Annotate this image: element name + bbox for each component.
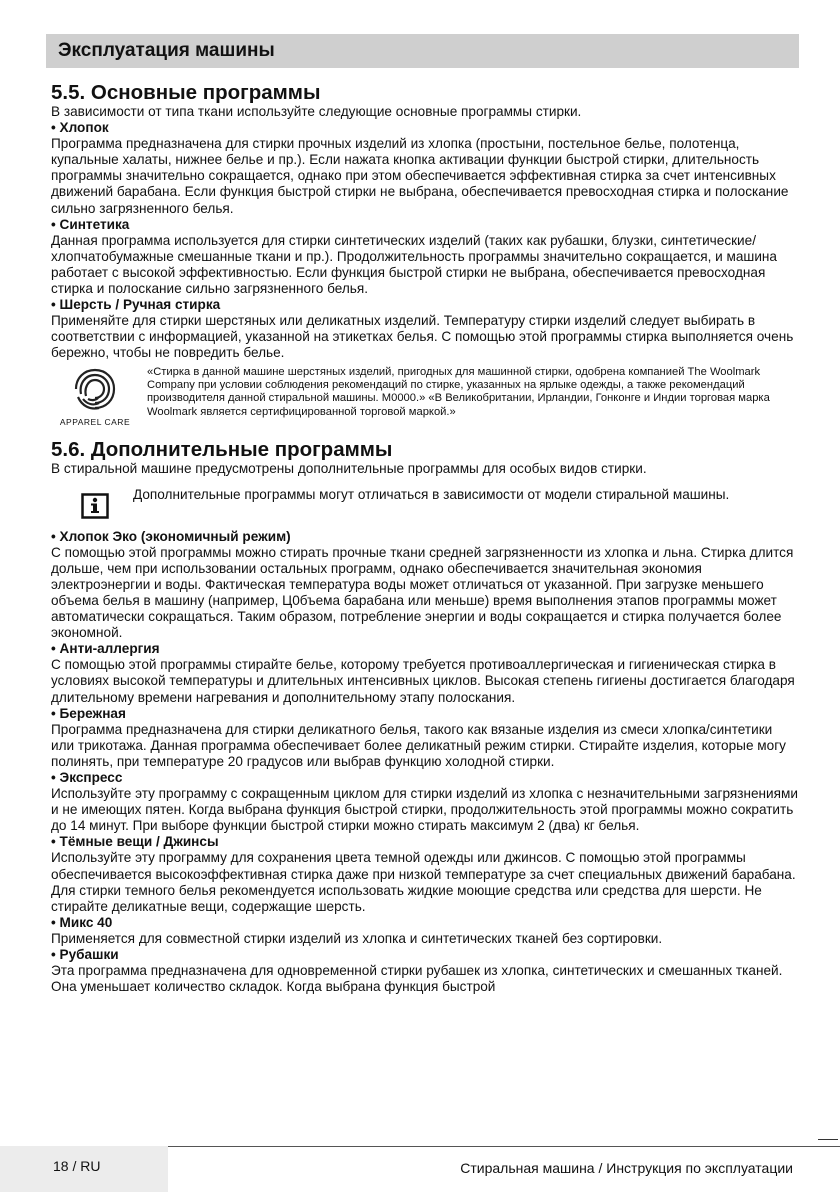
woolmark-icon — [72, 366, 118, 412]
synthetic-text: Данная программа используется для стирки синтетических изделий (таких как рубашки, блузки, синтетические/хлопчатобумажные смешанные ткани и пр.). Продолжительность программы значительно сокращается, и машина работает с высокой эффективностью. Если функция быстрой стирки не выбрана, обеспечивается превосходная стирка и полоскание сильно загрязненного белья. — [51, 232, 777, 297]
woolmark-block — [51, 366, 799, 427]
program-text: Применяется для совместной стирки изделий из хлопка и синтетических тканей без сортировки. — [51, 930, 663, 946]
program-text: Эта программа предназначена для одновременной стирки рубашек из хлопка, синтетических и смешанных тканей. Она уменьшает количество складок. Когда выбрана функция быстрой — [51, 963, 783, 995]
woolmark-text: «Стирка в данной машине шерстяных изделий, пригодных для машинной стирки, одобрена компанией The Woolmark Company при условии соблюдения рекомендаций по стирке, указанных на ярлыке одежды, а также рекомендаций производителя данной стиральной машины. M0000.» «В Великобритании, Ирландии, Гонконге и Индии торговая марка Woolmark является сертифицированной торговой маркой.» — [147, 365, 770, 418]
program-text: Используйте эту программу для сохранения цвета темной одежды или джинсов. С помощью этой программы обеспечивается высокоэффективная стирка даже при низкой температуре за счет специальных движений барабана. Для стирки темного белья рекомендуется использовать жидкие моющие средства или средства для шерсти. Не стирайте деликатные вещи, содержащие шерсть. — [51, 850, 796, 914]
section-5-5-intro: В зависимости от типа ткани используйте следующие основные программы стирки. — [51, 104, 582, 119]
footer-divider — [168, 1146, 840, 1147]
info-icon — [81, 493, 109, 519]
wool-title: • Шерсть / Ручная стирка — [51, 297, 221, 313]
woolmark-logo — [47, 366, 143, 427]
wool-text: Применяйте для стирки шерстяных или деликатных изделий. Температуру стирки изделий следует выбирать в соответствии с информацией, указанной на этикетках белья. С помощью этой программы стирка выполняется очень бережно, чтобы не повредить белье. — [51, 313, 794, 361]
program-title: • Анти-аллергия — [51, 641, 160, 657]
program-text: Используйте эту программу с сокращенным циклом для стирки изделий из хлопка с незначительными загрязнениями и не имеющих пятен. Когда выбрана функция быстрой стирки, продолжительность этой программы можно сократить до 14 минут. При выборе функции быстрой стирки можно стирать максимум 2 (два) кг белья. — [51, 786, 798, 834]
info-note — [51, 487, 799, 519]
synthetic-title: • Синтетика — [51, 216, 130, 232]
program-text: С помощью этой программы можно стирать прочные ткани средней загрязненности из хлопка и льна. Стирка длится дольше, чем при использовании остальных программ, однако обеспечивается значительная экономия электроэнергии и воды. Фактическая температура воды может отличаться от указанной. При загрузке меньшего объема белья в машину (например, Ц0бъема барабана или меньше) время выполнения этапов программы может автоматически сокращаться. Таким образом, потребление энергии и воды сокращается и стирка получается более экономной. — [51, 544, 794, 641]
page-content — [51, 82, 799, 995]
program-title: • Тёмные вещи / Джинсы — [51, 834, 219, 850]
section-5-6-heading: 5.6. Дополнительные программы — [51, 437, 393, 461]
apparel-care-caption: APPAREL CARE — [59, 416, 131, 427]
edge-mark — [818, 1139, 838, 1140]
program-title: • Рубашки — [51, 947, 119, 963]
program-text: С помощью этой программы стирайте белье, которому требуется противоаллергическая и гигиеническая стирка в условиях высокой температуры и длительных интенсивных циклов. Высокая степень гигиены достигается благодаря длительному времени нагревания и дополнительному этапу полоскания. — [51, 657, 795, 705]
page-number: 18 / RU — [53, 1158, 101, 1174]
program-title: • Бережная — [51, 705, 126, 721]
program-text: Программа предназначена для стирки деликатного белья, такого как вязаные изделия из смеси хлопка/синтетики или трикотажа. Данная программа обеспечивает более деликатный режим стирки. Стирайте изделия, которые могу полинять, при температуре 20 градусов или выбрав функцию холодной стирки. — [51, 721, 786, 769]
section-5-5-heading: 5.5. Основные программы — [51, 81, 321, 104]
program-title: • Экспресс — [51, 770, 123, 785]
cotton-title: • Хлопок — [51, 120, 109, 136]
program-title: • Микс 40 — [51, 914, 113, 930]
section-5-6-intro: В стиральной машине предусмотрены дополнительные программы для особых видов стирки. — [51, 460, 647, 476]
program-title: • Хлопок Эко (экономичный режим) — [51, 528, 291, 544]
footer-doc-title: Стиральная машина / Инструкция по эксплуатации — [460, 1160, 793, 1176]
page-footer — [0, 1146, 840, 1192]
header-bar — [46, 34, 799, 68]
header-title: Эксплуатация машины — [58, 40, 275, 61]
info-note-text: Дополнительные программы могут отличаться в зависимости от модели стиральной машины. — [133, 486, 730, 502]
cotton-text: Программа предназначена для стирки прочных изделий из хлопка (простыни, постельное белье, полотенца, купальные халаты, нижнее белье и пр.). Если нажата кнопка активации функции быстрой стирки, длительность программы значительно сокращается, однако при этом обеспечивается эффективная стирка за счет интенсивных движений барабана. Если функция быстрой стирки не выбрана, обеспечивается превосходная стирка и полоскание сильно загрязненного белья. — [51, 136, 789, 216]
